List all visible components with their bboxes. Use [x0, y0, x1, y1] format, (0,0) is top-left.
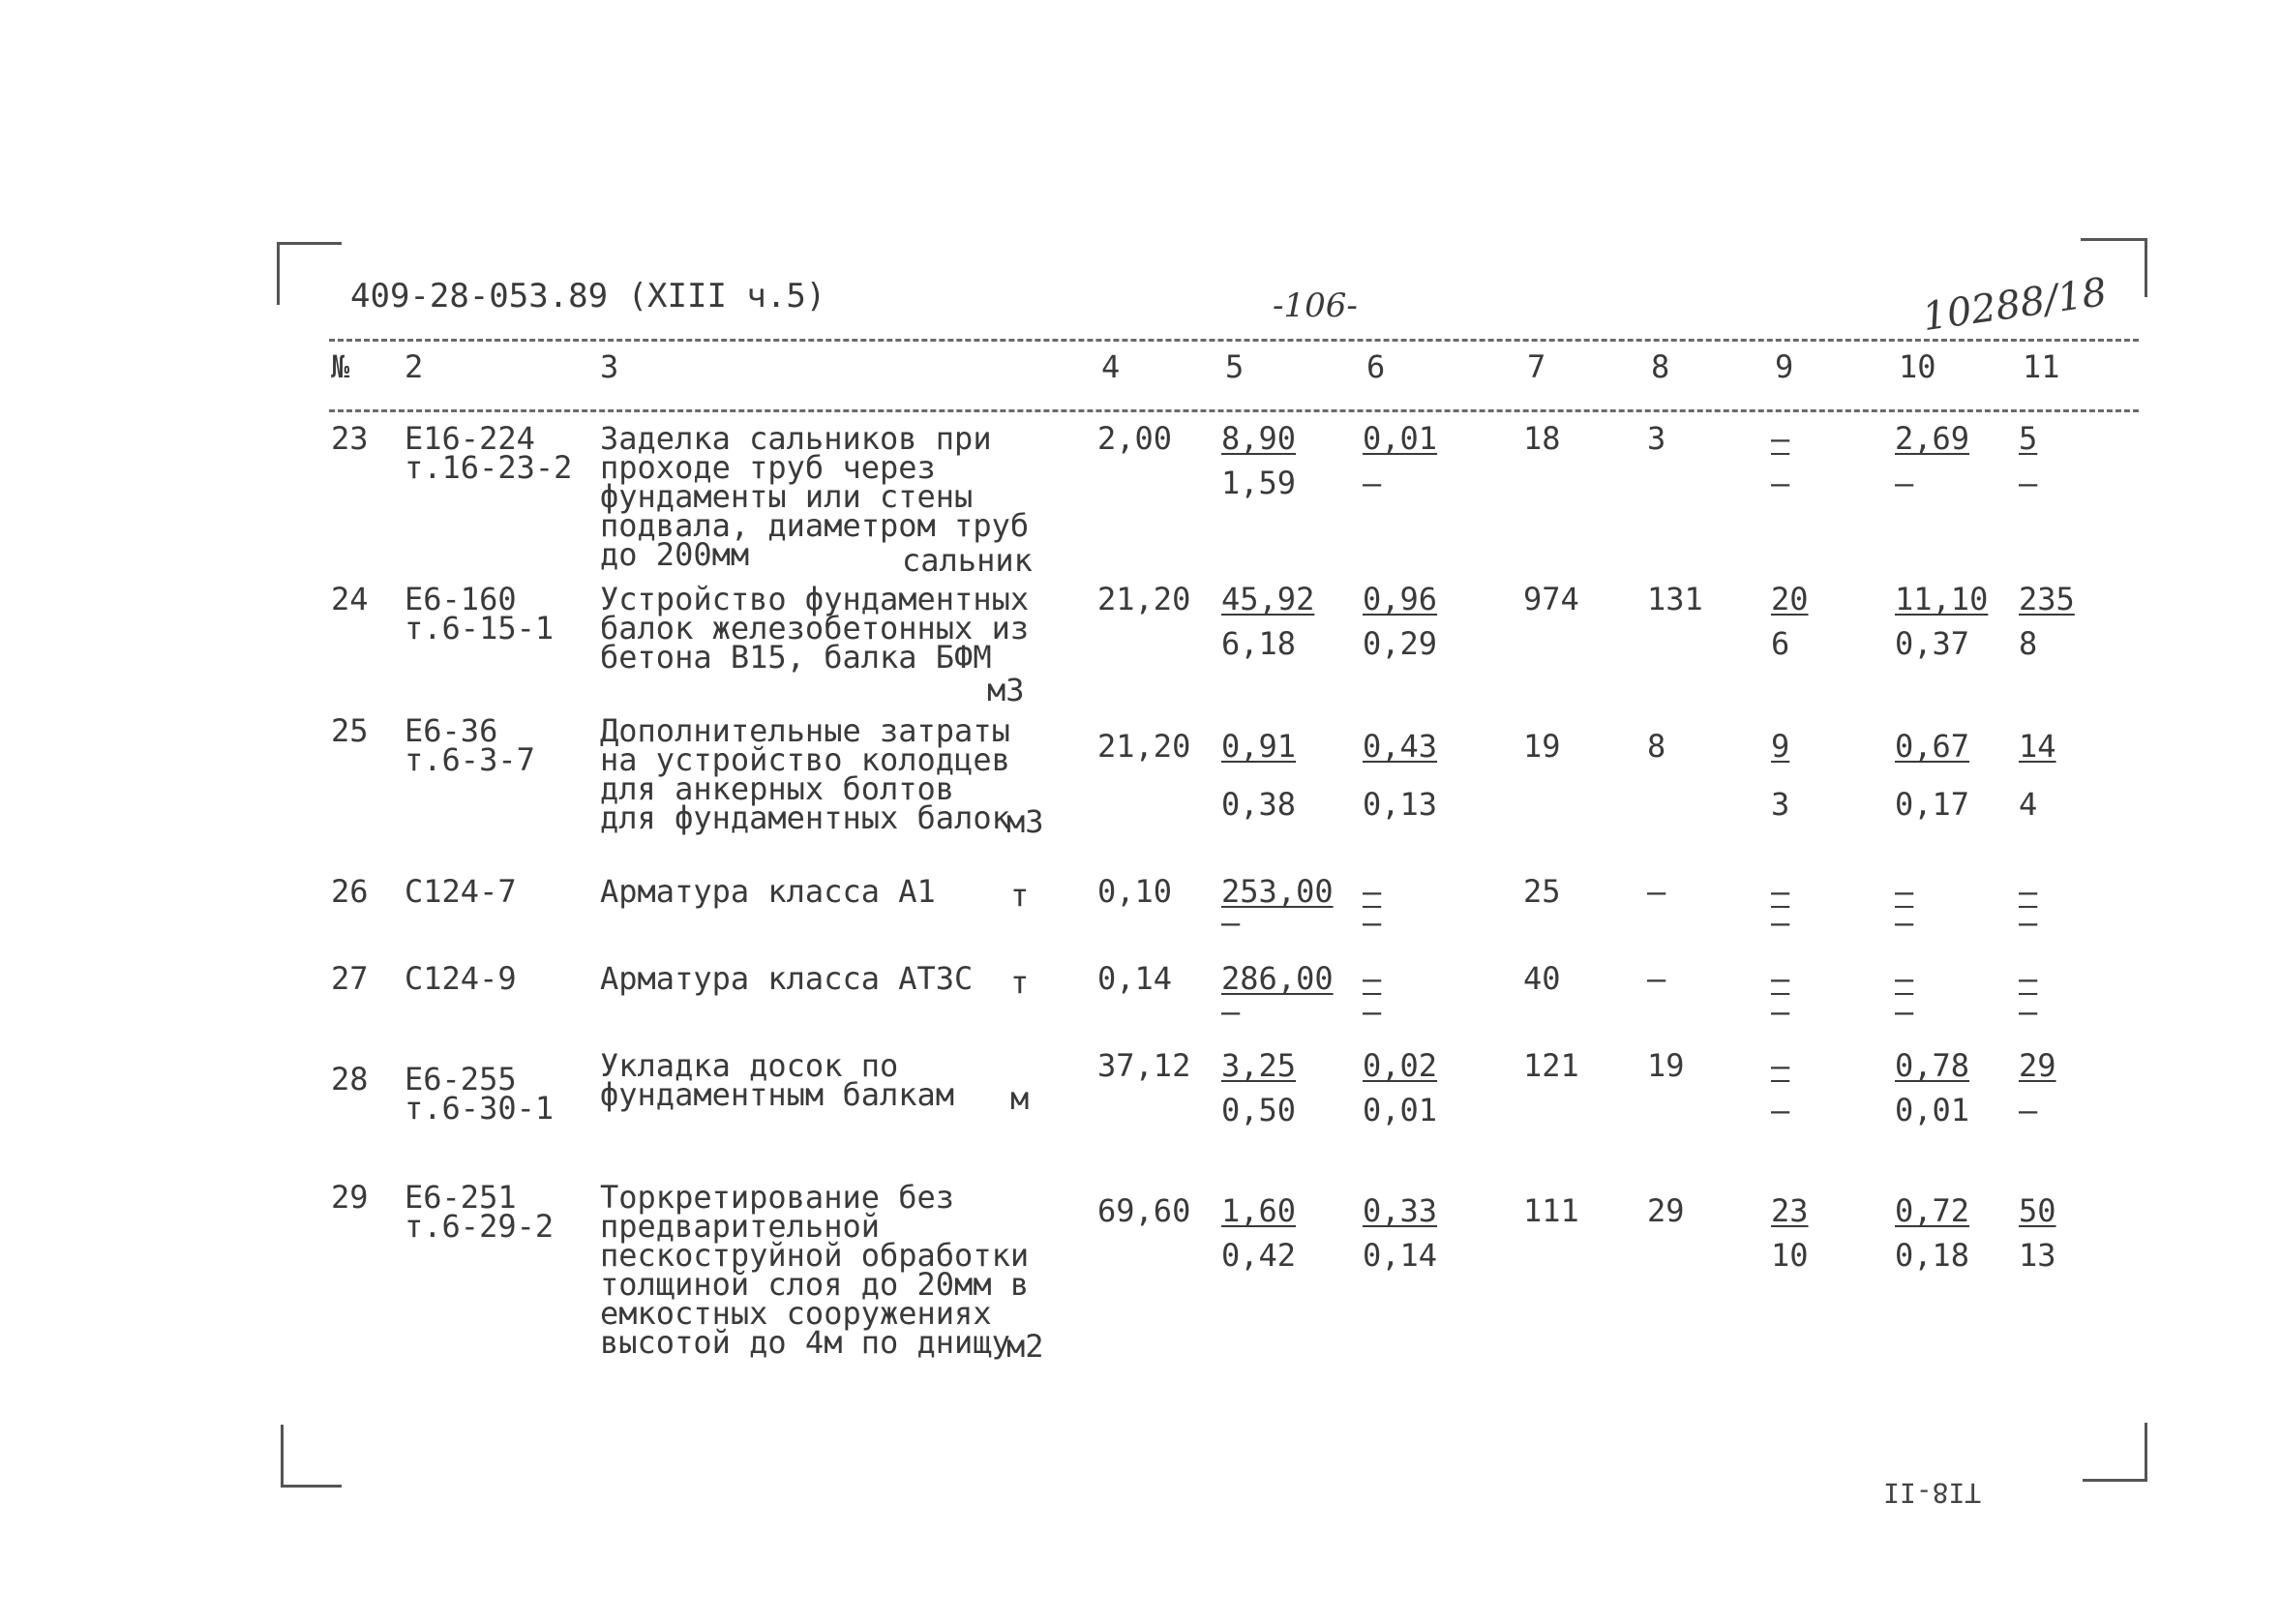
work-description: Укладка досок по фундаментным балкам [600, 1047, 955, 1113]
total-cost: 18 [1523, 420, 1561, 457]
corner-mark-top-left [277, 242, 342, 305]
column-header-7: 7 [1527, 348, 1546, 385]
row-number: 25 [331, 712, 369, 749]
unit-cost-machine-wages: 0,13 [1363, 786, 1438, 823]
machinist-labor-total: – [2019, 904, 2038, 941]
norm-code: С124-7 [405, 873, 517, 910]
norm-code: Е16-224 [405, 420, 535, 457]
total-wages: – [1647, 960, 1666, 997]
corner-mark-bottom-left [281, 1425, 342, 1488]
unit-cost-machines: 0,01 [1363, 420, 1438, 457]
labor-per-unit: 0,78 [1895, 1047, 1970, 1084]
column-header-6: 6 [1366, 348, 1386, 385]
column-header-4: 4 [1101, 348, 1121, 385]
quantity: 69,60 [1097, 1192, 1191, 1229]
labor-total: 5 [2019, 420, 2038, 457]
total-machines: 20 [1771, 581, 1809, 617]
unit-cost-total: 286,00 [1221, 960, 1334, 997]
unit-cost-machine-wages: – [1363, 993, 1382, 1030]
labor-per-unit: – [1895, 960, 1914, 997]
unit-cost-machines: 0,33 [1363, 1192, 1438, 1229]
total-machine-wages: 3 [1771, 786, 1790, 823]
machinist-labor-total: – [2019, 465, 2038, 501]
labor-total: – [2019, 873, 2038, 910]
unit-cost-machine-wages: 0,01 [1363, 1092, 1438, 1128]
machinist-labor-per-unit: 0,37 [1895, 625, 1970, 662]
machinist-labor-total: 4 [2019, 786, 2038, 823]
unit-cost-total: 1,60 [1221, 1192, 1297, 1229]
unit-cost-machines: – [1363, 960, 1382, 997]
work-description: Устройство фундаментных балок железобетонных из бетона В15, балка БФМ [600, 581, 1030, 676]
total-cost: 121 [1523, 1047, 1579, 1084]
total-machine-wages: 10 [1771, 1237, 1809, 1274]
machinist-labor-per-unit: – [1895, 465, 1914, 501]
total-wages: 8 [1647, 728, 1666, 765]
total-machine-wages: 6 [1771, 625, 1790, 662]
unit-cost-total: 3,25 [1221, 1047, 1297, 1084]
norm-code: Е6-36 [405, 712, 498, 749]
total-wages: 3 [1647, 420, 1666, 457]
column-header-9: 9 [1775, 348, 1794, 385]
column-header-8: 8 [1651, 348, 1670, 385]
work-description: Заделка сальников при проходе труб через фундаменты или стены подвала, диаметром труб до 200мм [600, 420, 1030, 573]
total-machines: – [1771, 960, 1790, 997]
unit-cost-machine-wages: – [1363, 465, 1382, 501]
column-header-3: 3 [600, 348, 619, 385]
norm-code: Е6-251 [405, 1179, 517, 1216]
unit-cost-wages: 0,38 [1221, 786, 1297, 823]
unit-of-measure: м2 [1006, 1328, 1044, 1365]
machinist-labor-per-unit: – [1895, 993, 1914, 1030]
row-number: 23 [331, 420, 369, 457]
machinist-labor-per-unit: 0,01 [1895, 1092, 1970, 1128]
total-machine-wages: – [1771, 904, 1790, 941]
unit-cost-total: 8,90 [1221, 420, 1297, 457]
row-number: 26 [331, 873, 369, 910]
total-wages: 19 [1647, 1047, 1685, 1084]
unit-of-measure: м [1010, 1080, 1030, 1117]
corner-mark-bottom-right [2083, 1423, 2147, 1482]
column-header-1: № [331, 348, 350, 385]
machinist-labor-total: – [2019, 993, 2038, 1030]
labor-total: 235 [2019, 581, 2075, 617]
total-cost: 974 [1523, 581, 1579, 617]
total-wages: 29 [1647, 1192, 1685, 1229]
unit-cost-machines: 0,96 [1363, 581, 1438, 617]
machinist-labor-per-unit: 0,18 [1895, 1237, 1970, 1274]
quantity: 21,20 [1097, 581, 1191, 617]
unit-cost-wages: – [1221, 904, 1241, 941]
column-header-2: 2 [405, 348, 424, 385]
page-number: -106- [1273, 286, 1358, 325]
total-machines: 23 [1771, 1192, 1809, 1229]
registration-number: 10288/18 [1919, 269, 2110, 341]
total-cost: 40 [1523, 960, 1561, 997]
unit-cost-wages: 6,18 [1221, 625, 1297, 662]
total-machines: – [1771, 1047, 1790, 1084]
column-header-5: 5 [1225, 348, 1245, 385]
unit-cost-wages: 0,42 [1221, 1237, 1297, 1274]
unit-cost-machines: 0,02 [1363, 1047, 1438, 1084]
labor-total: 29 [2019, 1047, 2056, 1084]
unit-cost-machines: 0,43 [1363, 728, 1438, 765]
document-code: 409-28-053.89 (XIII ч.5) [350, 277, 826, 316]
unit-cost-wages: 0,50 [1221, 1092, 1297, 1128]
total-wages: 131 [1647, 581, 1703, 617]
quantity: 0,10 [1097, 873, 1173, 910]
labor-total: 50 [2019, 1192, 2056, 1229]
labor-per-unit: 0,67 [1895, 728, 1970, 765]
total-machine-wages: – [1771, 1092, 1790, 1128]
unit-of-measure: м3 [1006, 803, 1044, 840]
labor-total: 14 [2019, 728, 2056, 765]
row-number: 28 [331, 1061, 369, 1098]
work-description: Арматура класса АТ3С [600, 960, 974, 997]
machinist-labor-total: 13 [2019, 1237, 2056, 1274]
unit-of-measure: т [1010, 964, 1030, 1001]
header-rule-bottom [329, 409, 2139, 412]
table-ref: т.16-23-2 [405, 449, 573, 486]
total-machines: 9 [1771, 728, 1790, 765]
machinist-labor-total: – [2019, 1092, 2038, 1128]
norm-code: С124-9 [405, 960, 517, 997]
total-machines: – [1771, 420, 1790, 457]
total-cost: 25 [1523, 873, 1561, 910]
unit-cost-total: 0,91 [1221, 728, 1297, 765]
unit-of-measure: т [1010, 877, 1030, 914]
unit-cost-wages: 1,59 [1221, 465, 1297, 501]
total-cost: 111 [1523, 1192, 1579, 1229]
unit-cost-total: 45,92 [1221, 581, 1315, 617]
unit-of-measure: м3 [987, 672, 1025, 708]
norm-code: Е6-255 [405, 1061, 517, 1098]
quantity: 37,12 [1097, 1047, 1191, 1084]
unit-cost-wages: – [1221, 993, 1241, 1030]
row-number: 27 [331, 960, 369, 997]
machinist-labor-total: 8 [2019, 625, 2038, 662]
unit-cost-machine-wages: 0,14 [1363, 1237, 1438, 1274]
table-ref: т.6-30-1 [405, 1090, 555, 1127]
total-machine-wages: – [1771, 465, 1790, 501]
total-wages: – [1647, 873, 1666, 910]
work-description: Торкретирование без предварительной пескоструйной обработки толщиной слоя до 20мм в емкостных сооружениях высотой до 4м по днищу [600, 1179, 1030, 1361]
quantity: 0,14 [1097, 960, 1173, 997]
column-header-10: 10 [1899, 348, 1936, 385]
header-rule-top [329, 339, 2139, 342]
labor-per-unit: 11,10 [1895, 581, 1989, 617]
table-ref: т.6-3-7 [405, 741, 535, 778]
row-number: 24 [331, 581, 369, 617]
norm-code: Е6-160 [405, 581, 517, 617]
row-number: 29 [331, 1179, 369, 1216]
work-description: Арматура класса А1 [600, 873, 936, 910]
machinist-labor-per-unit: – [1895, 904, 1914, 941]
machinist-labor-per-unit: 0,17 [1895, 786, 1970, 823]
archive-stamp: ТІ8-ІІ [1883, 1477, 1982, 1509]
unit-cost-machine-wages: 0,29 [1363, 625, 1438, 662]
labor-total: – [2019, 960, 2038, 997]
labor-per-unit: 0,72 [1895, 1192, 1970, 1229]
unit-cost-machines: – [1363, 873, 1382, 910]
unit-cost-machine-wages: – [1363, 904, 1382, 941]
total-machines: – [1771, 873, 1790, 910]
work-description: Дополнительные затраты на устройство колодцев для анкерных болтов для фундаментных балок [600, 712, 1010, 836]
quantity: 2,00 [1097, 420, 1173, 457]
total-cost: 19 [1523, 728, 1561, 765]
column-header-11: 11 [2023, 348, 2060, 385]
unit-of-measure: сальник [902, 542, 1033, 579]
table-ref: т.6-15-1 [405, 610, 555, 647]
table-ref: т.6-29-2 [405, 1208, 555, 1245]
total-machine-wages: – [1771, 993, 1790, 1030]
quantity: 21,20 [1097, 728, 1191, 765]
labor-per-unit: 2,69 [1895, 420, 1970, 457]
labor-per-unit: – [1895, 873, 1914, 910]
unit-cost-total: 253,00 [1221, 873, 1334, 910]
